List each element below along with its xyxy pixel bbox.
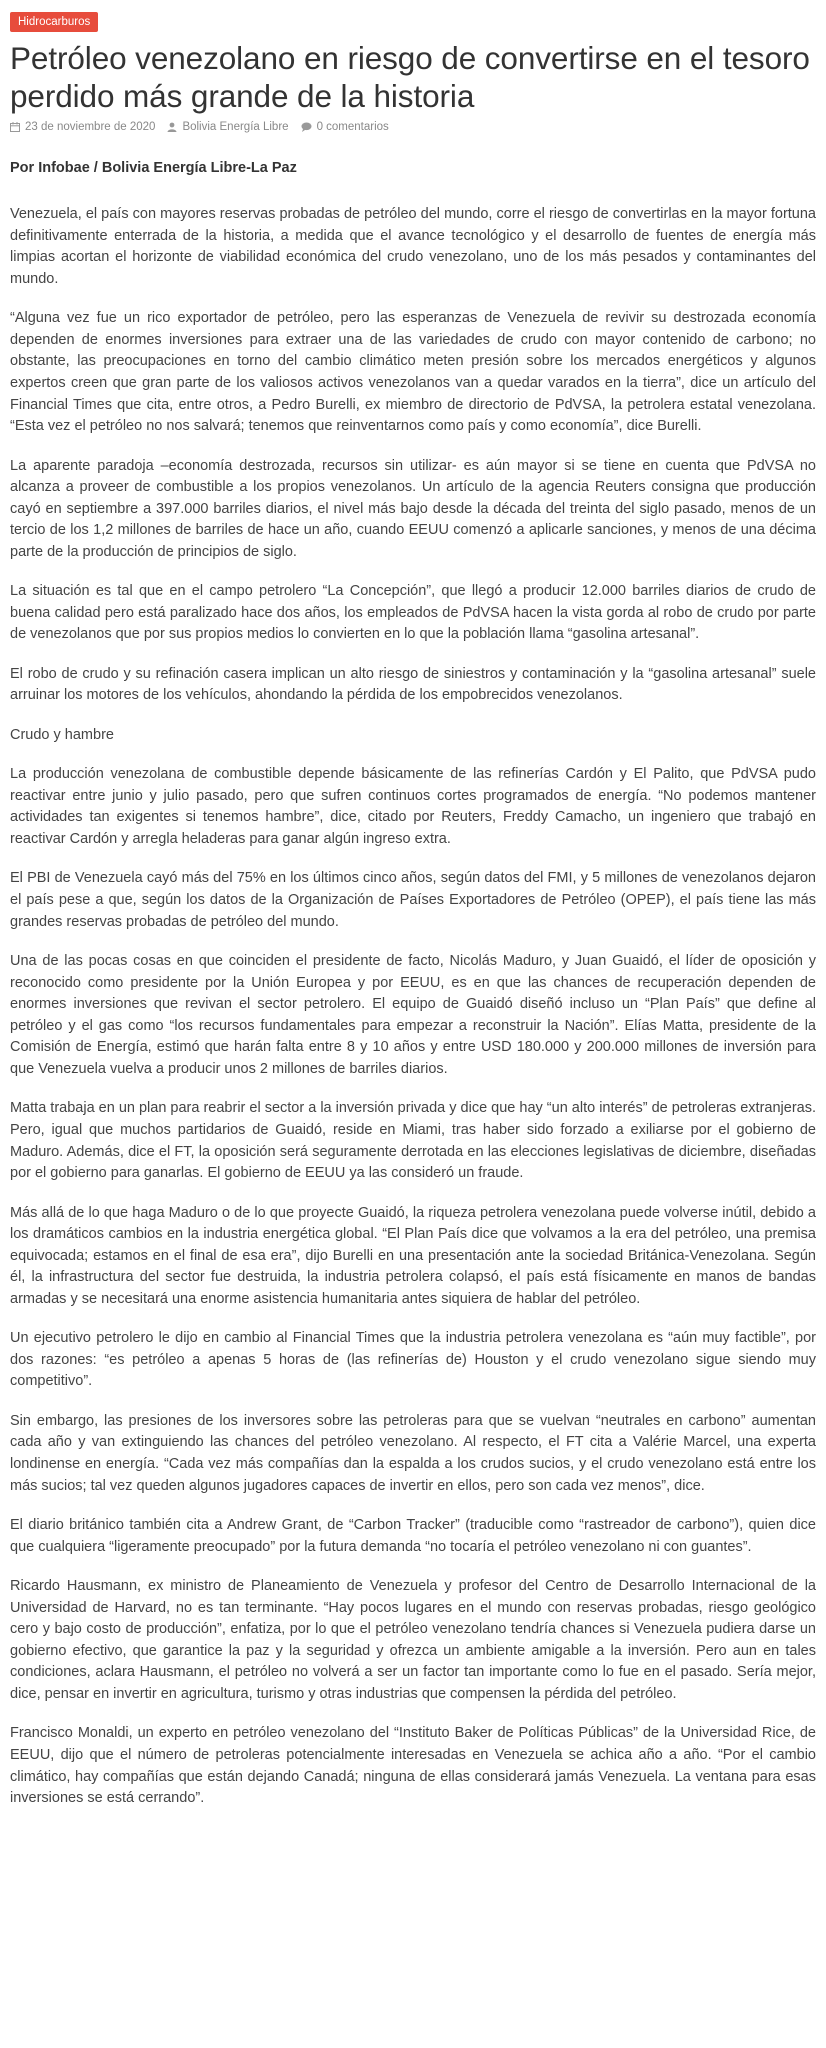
paragraph: El PBI de Venezuela cayó más del 75% en los últimos cinco años, según datos del FMI, y 5 millones de venezolanos dejaron el país pese a que, según los datos de la Organización de Países Exportadores de Petróleo (OPEP), el país tiene las más grandes reservas probadas de petróleo del mundo. — [10, 870, 816, 930]
paragraph: “Alguna vez fue un rico exportador de petróleo, pero las esperanzas de Venezuela de revivir su destrozada economía dependen de enormes inversiones para extraer una de las variedades de crudo con mayor contenido de carbono; no obstante, las preocupaciones en torno del cambio climático meten presión sobre los mercados energéticos y algunos expertos creen que gran parte de los valiosos activos venezolanos van a quedar varados en la tierra”, dice un artículo del Financial Times que cita, entre otros, a Pedro Burelli, ex miembro de directorio de PdVSA, la petrolera estatal venezolana. “Esta vez el petróleo no nos salvará; tenemos que reinventarnos como país y como economía”, dice Burelli. — [10, 310, 816, 435]
article-byline: Por Infobae / Bolivia Energía Libre-La Paz — [10, 160, 297, 176]
meta-comments-link[interactable]: 0 comentarios — [316, 121, 389, 133]
article-body — [10, 204, 816, 1810]
paragraph: Un ejecutivo petrolero le dijo en cambio al Financial Times que la industria petrolera venezolana es “aún muy factible”, por dos razones: “es petróleo a apenas 5 horas de (las refinerías de) Houston y el crudo venezolano sigue siendo muy competitivo”. — [10, 1330, 816, 1390]
paragraph: Francisco Monaldi, un experto en petróleo venezolano del “Instituto Baker de Políticas Públicas” de la Universidad Rice, de EEUU, dijo que el número de petroleras potencialmente interesadas en Venezuela se achica año a año. “Por el cambio climático, hay compañías que están dejando Canadá; ninguna de ellas considerará jamás Venezuela. La ventana para esas inversiones se está cerrando”. — [10, 1725, 816, 1807]
paragraph: Una de las pocas cosas en que coinciden el presidente de facto, Nicolás Maduro, y Juan Guaidó, el líder de oposición y reconocido como presidente por la Unión Europea y por EEUU, es en que las chances de recuperación dependen de enormes inversiones que revivan el sector petrolero. El equipo de Guaidó diseñó incluso un “Plan País” que define al petróleo y el gas como “los recursos fundamentales para empezar a reconstruir la Nación”. Elías Matta, presidente de la Comisión de Energía, estimó que harán falta entre 8 y 10 años y entre USD 180.000 y 200.000 millones de inversión para que Venezuela vuelva a producir unos 2 millones de barriles diarios. — [10, 953, 816, 1077]
comment-icon — [301, 122, 312, 132]
meta-date-text: 23 de noviembre de 2020 — [25, 121, 156, 133]
paragraph: Venezuela, el país con mayores reservas probadas de petróleo del mundo, corre el riesgo de convertirlas en la mayor fortuna definitivamente enterrada de la historia, a medida que el avance tecnológico y el desarrollo de fuentes de energía más limpias acortan el horizonte de viabilidad económica del crudo venezolano, uno de los más pesados y contaminantes del mundo. — [10, 206, 816, 287]
paragraph: La aparente paradoja –economía destrozada, recursos sin utilizar- es aún mayor si se tiene en cuenta que PdVSA no alcanza a proveer de combustible a los propios venezolanos. Un artículo de la agencia Reuters consigna que producción cayó en septiembre a 397.000 barriles diarios, el nivel más bajo desde la década del treinta del siglo pasado, menos de un tercio de los 1,2 millones de barriles de hace un año, cuando EEUU comenzó a aplicarle sanciones, y menos de una décima parte de la producción de principios de siglo. — [10, 457, 816, 560]
meta-comments[interactable] — [301, 121, 389, 133]
meta-author-link[interactable]: Bolivia Energía Libre — [182, 121, 289, 133]
calendar-icon — [10, 122, 20, 132]
paragraph: Matta trabaja en un plan para reabrir el sector a la inversión privada y dice que hay “un alto interés” de petroleras extranjeras. Pero, igual que muchos partidarios de Guaidó, reside en Miami, tras haber sido forzado a exiliarse por el gobierno de Maduro. Además, dice el FT, la oposición será seguramente derrotada en las elecciones legislativas de diciembre, diseñadas por el gobierno para ganarlas. El gobierno de EEUU ya las consideró un fraude. — [10, 1100, 816, 1182]
paragraph: Sin embargo, las presiones de los inversores sobre las petroleras para que se vuelvan “neutrales en carbono” aumentan cada año y van extinguiendo las chances del petróleo venezolano. Al respecto, el FT cita a Valérie Marcel, una experta londinense en energía. “Cada vez más compañías dan la espalda a los crudos sucios, y el crudo venezolano está entre los más sucios; tal vez queden algunos jugadores capaces de invertir en ellos, pero son cada vez menos”, dice. — [10, 1412, 816, 1494]
paragraph: Ricardo Hausmann, ex ministro de Planeamiento de Venezuela y profesor del Centro de Desarrollo Internacional de la Universidad de Harvard, no es tan terminante. “Hay pocos lugares en el mundo con reservas probadas, riesgo geológico cero y bajo costo de producción”, enfatiza, por lo que el petróleo venezolano tendría chances si Venezuela pudiera darse un gobierno efectivo, que garantice la paz y la seguridad y ofrezca un ambiente amigable a la inversión. Pero aun en tales condiciones, aclara Hausmann, el petróleo no volverá a ser un factor tan importante como lo fue en el pasado. Sería mejor, dice, pensar en invertir en agricultura, turismo y otras industrias que compensen la pérdida del petróleo. — [10, 1578, 816, 1702]
paragraph: Más allá de lo que haga Maduro o de lo que proyecte Guaidó, la riqueza petrolera venezolana puede volverse inútil, debido a los dramáticos cambios en la industria energética global. “El Plan País dice que volvamos a la era del petróleo, una premisa equivocada; estamos en el final de esa era”, dijo Burelli en una presentación ante la sociedad Británica-Venezolana. Según él, la infrastructura del sector fue destruida, la industria petrolera colapsó, el país está físicamente en manos de bandas armadas y se necesitará una enorme asistencia humanitaria antes siquiera de hablar del petróleo. — [10, 1204, 816, 1307]
article-meta — [10, 120, 816, 134]
paragraph: El robo de crudo y su refinación casera implican un alto riesgo de siniestros y contaminación y la “gasolina artesanal” suele arruinar los motores de los vehículos, ahondando la pérdida de los empobrecidos venezolanos. — [10, 665, 816, 704]
paragraph: El diario británico también cita a Andrew Grant, de “Carbon Tracker” (traducible como “rastreador de carbono”), quien dice que cualquiera “ligeramente preocupado” por la futura demanda “no tocaría el petróleo venezolano ni con guantes”. — [10, 1517, 816, 1555]
meta-author[interactable] — [167, 121, 288, 133]
meta-date — [10, 121, 155, 133]
section-heading: Crudo y hambre — [10, 726, 114, 743]
user-icon — [167, 122, 177, 132]
article-title: Petróleo venezolano en riesgo de convertirse en el tesoro perdido más grande de la historia — [10, 40, 810, 114]
paragraph: La producción venezolana de combustible depende básicamente de las refinerías Cardón y El Palito, que PdVSA pudo reactivar entre junio y julio pasado, pero que sufren continuos cortes programados de energía. “No podemos mantener actividades tan exigentes si tenemos hambre”, dice, citado por Reuters, Freddy Camacho, un ingeniero que trabajó en reactivar Cardón y arregla heladeras para ganar algún ingreso extra. — [10, 766, 816, 848]
paragraph: La situación es tal que en el campo petrolero “La Concepción”, que llegó a producir 12.000 barriles diarios de crudo de buena calidad pero está paralizado hace dos años, los empleados de PdVSA hacen la vista gorda al robo de crudo por parte de venezolanos que por sus propios medios lo convierten en lo que la población llama “gasolina artesanal”. — [10, 583, 816, 643]
category-badge[interactable]: Hidrocarburos — [10, 12, 98, 32]
